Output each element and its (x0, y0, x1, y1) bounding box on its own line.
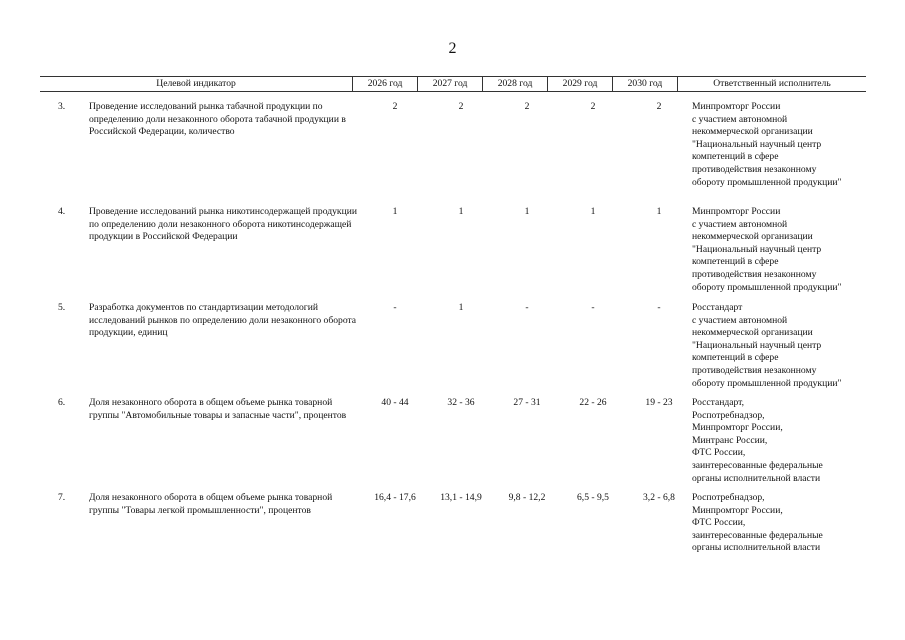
executor-line: обороту промышленной продукции" (692, 281, 842, 293)
row-value-2028: 1 (524, 206, 530, 217)
header-indicator: Целевой индикатор (156, 78, 236, 89)
header-year-2029: 2029 год (547, 77, 612, 91)
row-executor (692, 206, 892, 294)
executor-line: обороту промышленной продукции" (692, 377, 842, 389)
page-number: 2 (448, 40, 457, 57)
indicators-table (40, 76, 866, 554)
executor-line: обороту промышленной продукции" (692, 176, 842, 188)
row-value-2026: 40 - 44 (381, 397, 409, 408)
header-year-2026: 2026 год (352, 77, 417, 91)
row-executor (692, 302, 892, 390)
executor-line: Минпромторг России, (692, 422, 783, 434)
row-value-2026: 16,4 - 17,6 (374, 492, 416, 503)
row-value-2027: 2 (458, 101, 464, 112)
row-value-2029: - (591, 302, 595, 313)
executor-line: с участием автономной (692, 218, 788, 230)
executor-line: Минтранс России, (692, 434, 768, 446)
row-indicator: Проведение исследований рынка никотинсодержащей продукции по определению доли незаконного оборота никотинсодержащей продукции в Российской Федерации (89, 206, 357, 243)
row-value-2026: 2 (392, 101, 398, 112)
executor-line: Минпромторг России (692, 206, 781, 217)
executor-line: заинтересованные федеральные (692, 459, 823, 471)
executor-line: некоммерческой организации (692, 327, 813, 339)
executor-line: противодействия незаконному (692, 163, 817, 175)
header-year-2030: 2030 год (612, 77, 677, 91)
row-value-2027: 1 (458, 302, 464, 313)
executor-line: с участием автономной (692, 113, 788, 125)
row-executor (692, 492, 892, 555)
row-value-2026: 1 (392, 206, 398, 217)
row-number: 6. (58, 397, 66, 408)
executor-line: Роспотребнадзор, (692, 492, 765, 503)
table-header (40, 76, 866, 92)
executor-line: противодействия незаконному (692, 268, 817, 280)
executor-line: органы исполнительной власти (692, 472, 821, 484)
row-executor (692, 101, 892, 189)
row-value-2028: 9,8 - 12,2 (508, 492, 546, 503)
executor-line: некоммерческой организации (692, 231, 813, 243)
executor-line: Минпромторг России, (692, 504, 783, 516)
header-executor: Ответственный исполнитель (677, 77, 866, 91)
executor-line: компетенций в сфере (692, 352, 779, 364)
row-indicator: Разработка документов по стандартизации методологий исследований рынков по определению доли незаконного оборота продукции, единиц (89, 302, 357, 339)
row-value-2029: 6,5 - 9,5 (577, 492, 609, 503)
row-executor (692, 397, 892, 485)
executor-line: Минпромторг России (692, 101, 781, 112)
executor-line: с участием автономной (692, 314, 788, 326)
executor-line: некоммерческой организации (692, 126, 813, 138)
row-value-2029: 2 (590, 101, 596, 112)
executor-line: "Национальный научный центр (692, 339, 822, 351)
row-value-2029: 1 (590, 206, 596, 217)
row-value-2028: - (525, 302, 529, 313)
executor-line: компетенций в сфере (692, 151, 779, 163)
row-value-2027: 32 - 36 (447, 397, 475, 408)
row-value-2030: 1 (656, 206, 662, 217)
row-value-2029: 22 - 26 (579, 397, 607, 408)
executor-line: Роспотребнадзор, (692, 409, 765, 421)
executor-line: заинтересованные федеральные (692, 529, 823, 541)
executor-line: "Национальный научный центр (692, 243, 822, 255)
row-number: 3. (58, 101, 66, 112)
executor-line: противодействия незаконному (692, 364, 817, 376)
row-value-2030: - (657, 302, 661, 313)
row-value-2026: - (393, 302, 397, 313)
executor-line: ФТС России, (692, 517, 746, 529)
row-number: 4. (58, 206, 66, 217)
executor-line: компетенций в сфере (692, 256, 779, 268)
row-indicator: Доля незаконного оборота в общем объеме рынка товарной группы "Товары легкой промышленности", процентов (89, 492, 333, 516)
header-year-2027: 2027 год (417, 77, 482, 91)
executor-line: Росстандарт, (692, 397, 745, 408)
row-value-2028: 27 - 31 (513, 397, 541, 408)
row-value-2027: 1 (458, 206, 464, 217)
row-value-2030: 2 (656, 101, 662, 112)
row-indicator: Проведение исследований рынка табачной продукции по определению доли незаконного оборота табачной продукции в Российской Федерации, количество (89, 101, 346, 138)
executor-line: Росстандарт (692, 302, 743, 313)
row-value-2028: 2 (524, 101, 530, 112)
executor-line: ФТС России, (692, 447, 746, 459)
row-number: 5. (58, 302, 66, 313)
row-value-2027: 13,1 - 14,9 (440, 492, 482, 503)
row-number: 7. (58, 492, 66, 503)
row-value-2030: 3,2 - 6,8 (643, 492, 675, 503)
header-year-2028: 2028 год (482, 77, 547, 91)
row-value-2030: 19 - 23 (645, 397, 673, 408)
executor-line: "Национальный научный центр (692, 138, 822, 150)
row-indicator: Доля незаконного оборота в общем объеме рынка товарной группы "Автомобильные товары и запасные части", процентов (89, 397, 347, 421)
executor-line: органы исполнительной власти (692, 542, 821, 554)
